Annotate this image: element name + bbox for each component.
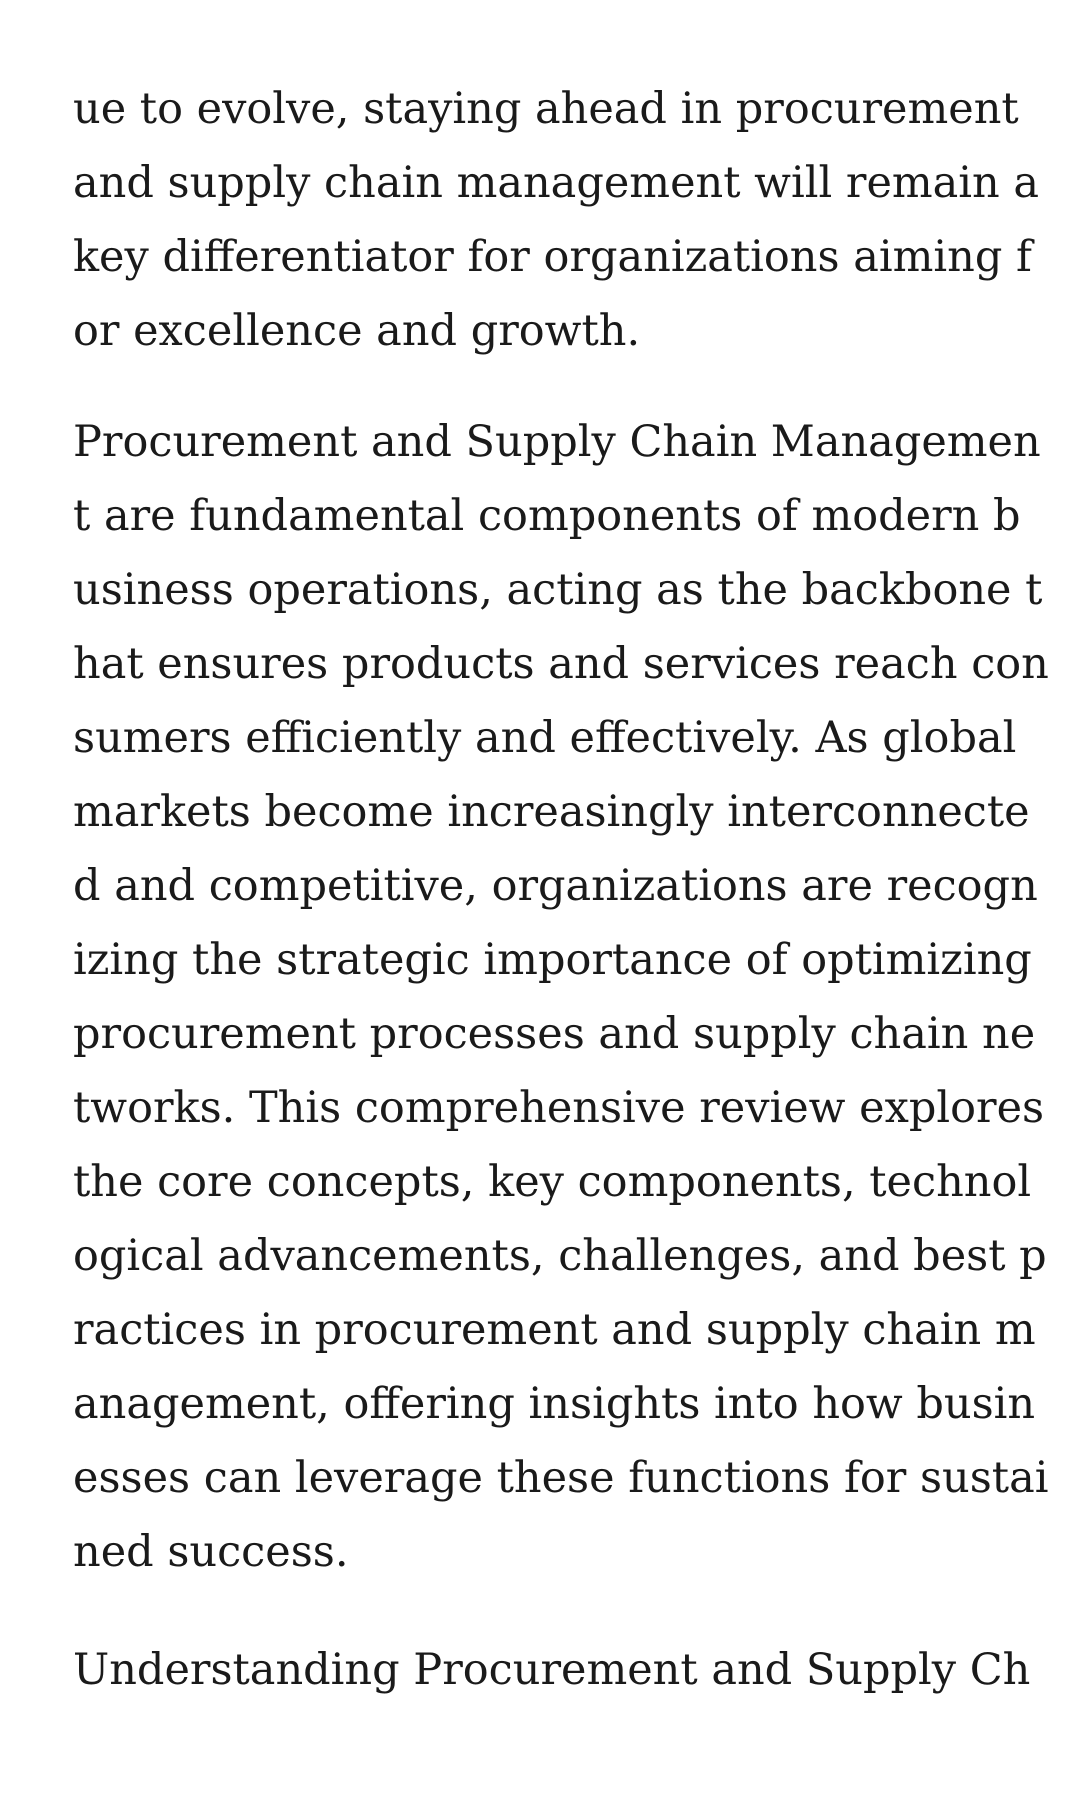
text-line: or excellence and growth. bbox=[73, 306, 641, 356]
text-line: and supply chain management will remain a bbox=[73, 158, 1040, 208]
text-line: esses can leverage these functions for sustai bbox=[73, 1453, 1049, 1503]
text-line: usiness operations, acting as the backbone t bbox=[73, 565, 1043, 615]
paragraph-conclusion bbox=[73, 72, 1039, 368]
text-line: d and competitive, organizations are recogn bbox=[73, 861, 1038, 911]
text-line: Procurement and Supply Chain Managemen bbox=[73, 417, 1041, 467]
text-line: t are fundamental components of modern b bbox=[73, 491, 1021, 541]
text-line: izing the strategic importance of optimizing bbox=[73, 935, 1032, 985]
text-line: ned success. bbox=[73, 1527, 349, 1577]
text-line: markets become increasingly interconnecte bbox=[73, 787, 1030, 837]
text-line: sumers efficiently and effectively. As global bbox=[73, 713, 1017, 763]
text-line: the core concepts, key components, technol bbox=[73, 1157, 1032, 1207]
text-line: Understanding Procurement and Supply Ch bbox=[73, 1645, 1031, 1695]
text-line: tworks. This comprehensive review explores bbox=[73, 1083, 1045, 1133]
text-line: anagement, offering insights into how busin bbox=[73, 1379, 1036, 1429]
text-line: procurement processes and supply chain ne bbox=[73, 1009, 1036, 1059]
text-line: key differentiator for organizations aiming f bbox=[73, 232, 1032, 282]
text-line: ractices in procurement and supply chain m bbox=[73, 1305, 1036, 1355]
text-line: ogical advancements, challenges, and best p bbox=[73, 1231, 1047, 1281]
text-line: ue to evolve, staying ahead in procurement bbox=[73, 84, 1019, 134]
section-heading-start bbox=[73, 1633, 1030, 1707]
text-line: hat ensures products and services reach con bbox=[73, 639, 1049, 689]
paragraph-introduction bbox=[73, 405, 1049, 1589]
